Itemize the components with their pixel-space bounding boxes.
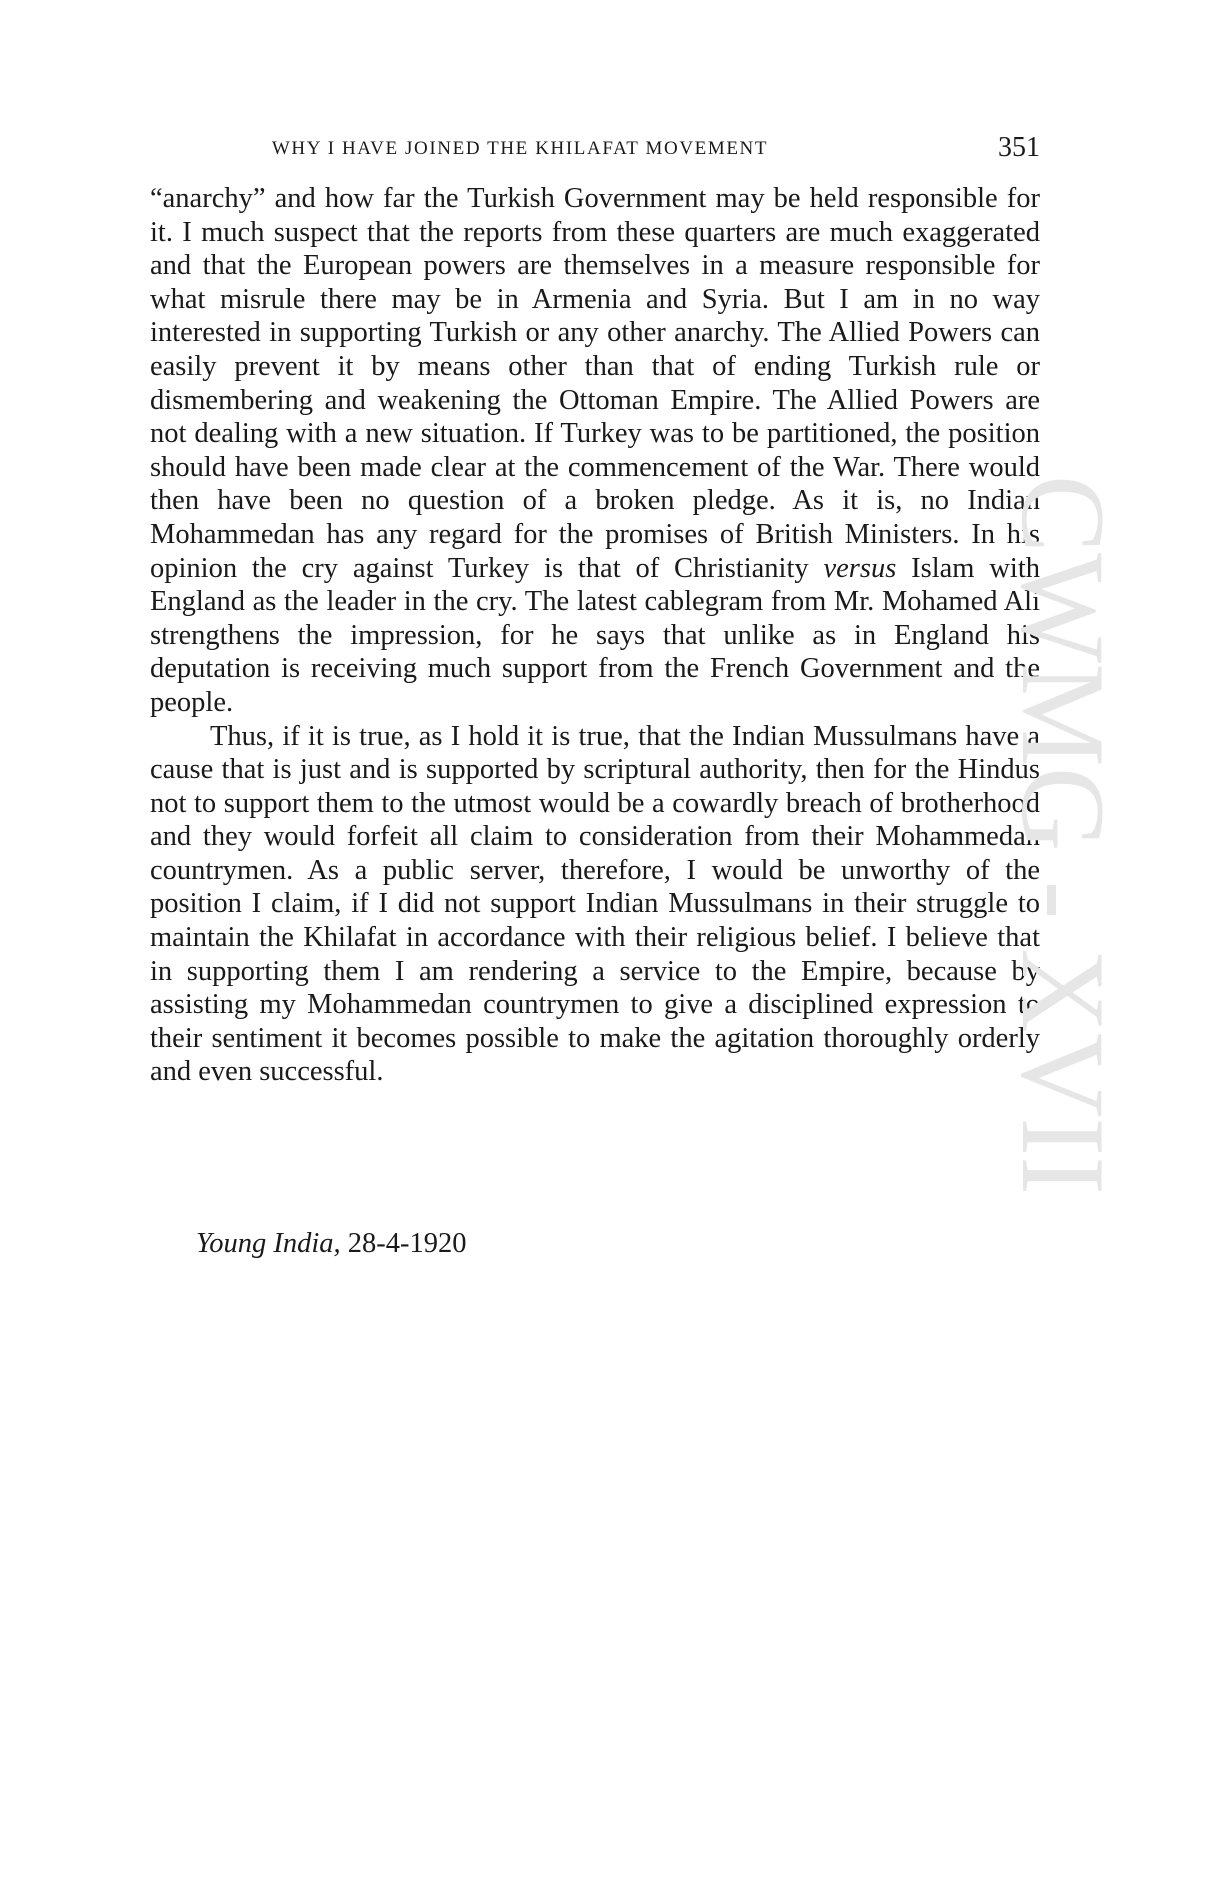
paragraph-1 bbox=[150, 182, 1040, 720]
watermark bbox=[997, 470, 1130, 1215]
body-text bbox=[150, 182, 1040, 1089]
signoff-date: 28-4-1920 bbox=[347, 1228, 467, 1259]
watermark-text: CWMG - XVII bbox=[997, 475, 1130, 1215]
paragraph-1-italic: versus bbox=[823, 552, 897, 584]
signoff bbox=[196, 1228, 467, 1260]
signoff-source: Young India, bbox=[196, 1228, 341, 1259]
watermark-svg bbox=[997, 470, 1130, 1215]
paragraph-2: Thus, if it is true, as I hold it is true, that the Indian Mussulmans have a cause that is just and is supported by scriptural authority, then for the Hindus not to support them to the utmost would be a cowardly breach of brotherhood and they would forfeit all claim to consideration from their Mohammedan countrymen. As a public server, therefore, I would be unworthy of the position I claim, if I did not support Indian Mussulmans in their struggle to maintain the Khilafat in accordance with their religious belief. I believe that in supporting them I am rendering a service to the Empire, because by assisting my Mohammedan countrymen to give a disciplined expression to their sentiment it becomes possible to make the agitation thoroughly orderly and even successful. bbox=[150, 720, 1040, 1088]
paragraph-1-text-after: Islam with England as the leader in the cry. The latest cablegram from Mr. Mohamed Ali strengthens the impression, for he says that unlike as in England his deputation is receiving much support from the French Government and the people. bbox=[150, 552, 1040, 718]
page-number: 351 bbox=[998, 132, 1040, 163]
page-header bbox=[150, 132, 1040, 172]
paragraph-1-text-before: “anarchy” and how far the Turkish Government may be held responsible for it. I much suspect that the reports from these quarters are much exaggerated and that the European powers are themselves in a measure responsible for what misrule there may be in Armenia and Syria. But I am in no way interested in supporting Turkish or any other anarchy. The Allied Powers can easily prevent it by means other than that of ending Turkish rule or dismembering and weakening the Ottoman Empire. The Allied Powers are not dealing with a new situation. If Turkey was to be partitioned, the position should have been made clear at the commencement of the War. There would then have been no question of a broken pledge. As it is, no Indian Mohammedan has any regard for the promises of British Ministers. In his opinion the cry against Turkey is that of Christianity bbox=[150, 183, 1040, 584]
running-head: WHY I HAVE JOINED THE KHILAFAT MOVEMENT bbox=[271, 138, 769, 159]
